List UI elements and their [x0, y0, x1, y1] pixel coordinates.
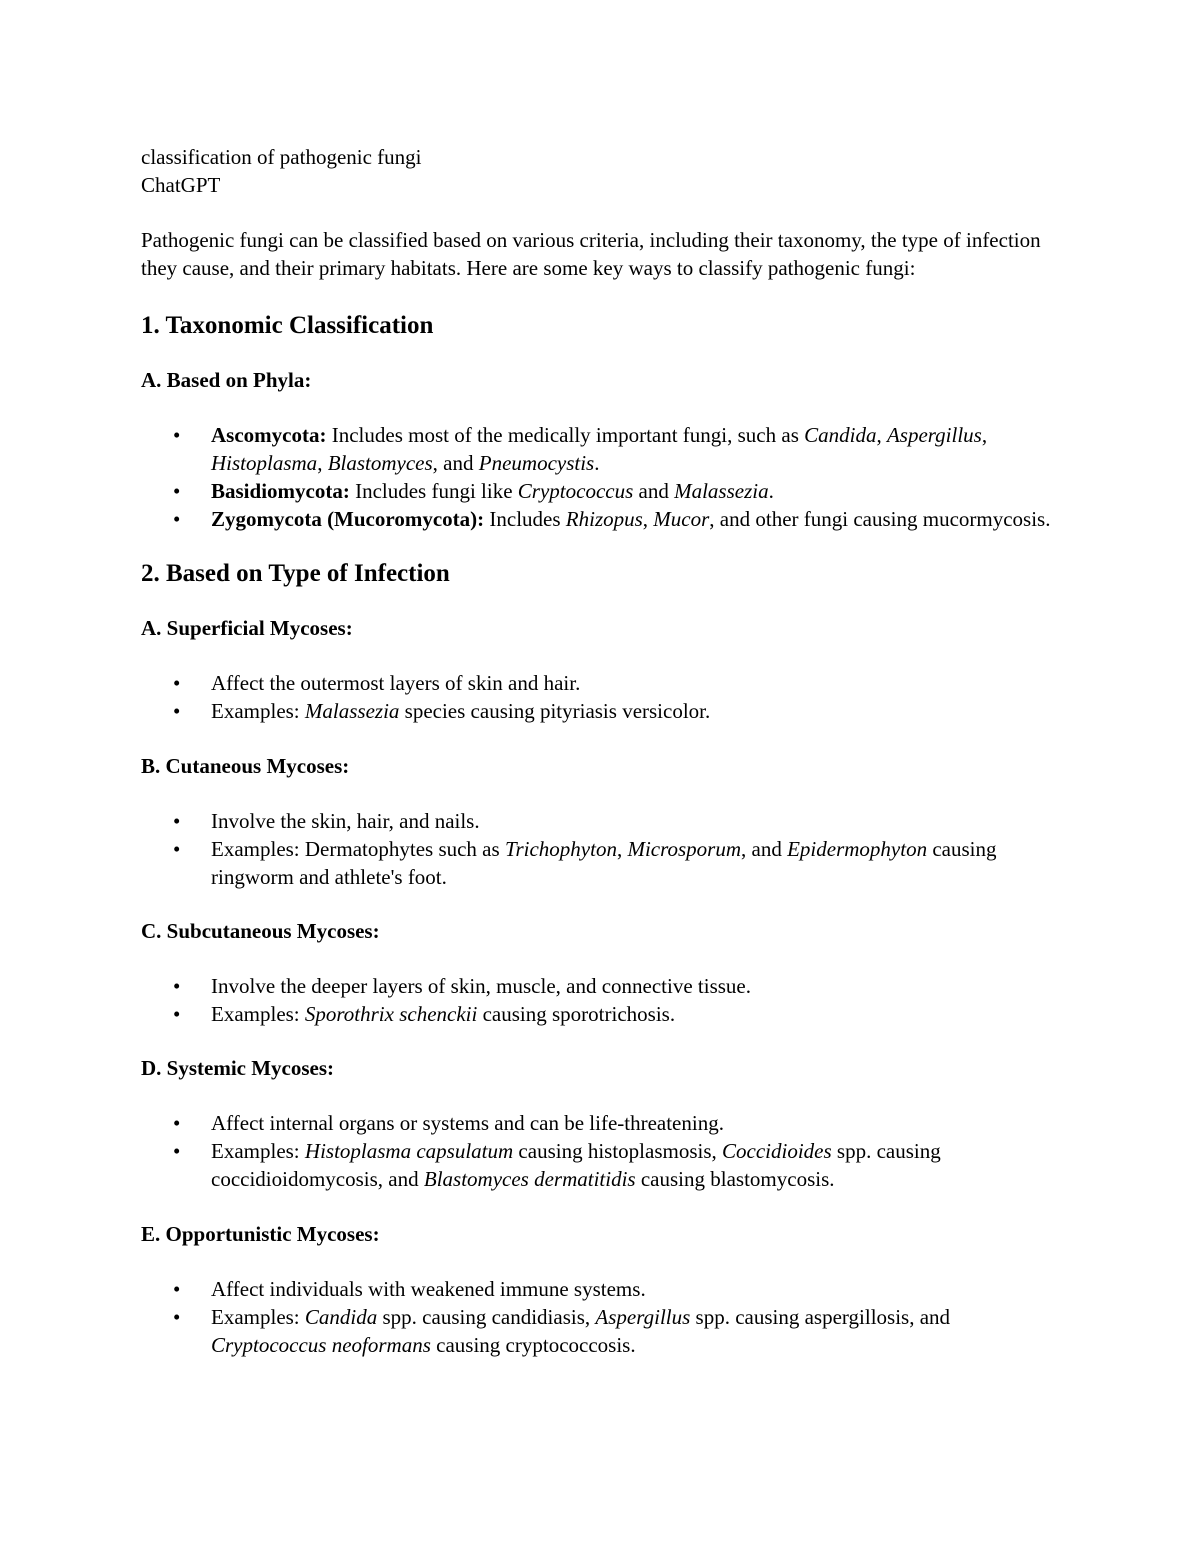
bullet-icon: •	[173, 671, 181, 695]
phyla-list	[141, 421, 1061, 533]
genus-name: Candida	[804, 423, 877, 447]
bullet-icon: •	[173, 479, 181, 503]
genus-name: Epidermophyton	[787, 837, 928, 861]
bullet-icon: •	[173, 507, 181, 531]
genus-name: Pneumocystis	[478, 451, 595, 475]
bullet-icon: •	[173, 1277, 181, 1301]
subcutaneous-list	[141, 972, 1061, 1028]
list-item-basidiomycota: • Basidiomycota: Includes fungi like Cryptococcus and Malassezia.	[173, 479, 774, 503]
section-2c-heading: C. Subcutaneous Mycoses:	[141, 919, 380, 943]
bullet-icon: •	[173, 1002, 181, 1026]
list-item: • Involve the skin, hair, and nails.	[173, 809, 480, 833]
section-2-heading: 2. Based on Type of Infection	[141, 560, 450, 587]
list-item: • Involve the deeper layers of skin, muscle, and connective tissue.	[173, 974, 751, 998]
genus-name: Blastomyces	[327, 451, 433, 475]
bullet-icon: •	[173, 1305, 181, 1329]
section-2a-heading: A. Superficial Mycoses:	[141, 616, 353, 640]
item-label: Ascomycota:	[211, 423, 327, 447]
genus-name: Malassezia	[304, 699, 400, 723]
genus-name: Cryptococcus neoformans	[211, 1333, 431, 1357]
list-item: • Affect internal organs or systems and can be life-threatening.	[173, 1111, 724, 1135]
item-label: Basidiomycota:	[211, 479, 350, 503]
section-2d-heading: D. Systemic Mycoses:	[141, 1056, 335, 1080]
genus-name: Rhizopus	[565, 507, 643, 531]
genus-name: Coccidioides	[722, 1139, 832, 1163]
document-page	[141, 143, 1061, 1359]
item-label: Zygomycota (Mucoromycota):	[211, 507, 485, 531]
document-title: classification of pathogenic fungi	[141, 145, 422, 169]
bullet-icon: •	[173, 1139, 181, 1163]
opportunistic-list	[141, 1275, 1061, 1359]
systemic-list	[141, 1109, 1061, 1193]
list-item: • Examples: Dermatophytes such as Trichophyton, Microsporum, and Epidermophyton causing ringworm and athlete's foot.	[173, 837, 997, 889]
genus-name: Malassezia	[674, 479, 769, 503]
bullet-icon: •	[173, 809, 181, 833]
genus-name: Trichophyton	[504, 837, 617, 861]
genus-name: Microsporum	[627, 837, 742, 861]
bullet-icon: •	[173, 699, 181, 723]
list-item: • Examples: Malassezia species causing pityriasis versicolor.	[173, 699, 711, 723]
bullet-icon: •	[173, 837, 181, 861]
genus-name: Aspergillus	[595, 1305, 691, 1329]
genus-name: Sporothrix schenckii	[304, 1002, 478, 1026]
list-item: • Affect the outermost layers of skin and hair.	[173, 671, 581, 695]
section-1-heading: 1. Taxonomic Classification	[141, 312, 434, 339]
genus-name: Histoplasma capsulatum	[304, 1139, 514, 1163]
list-item: • Affect individuals with weakened immune systems.	[173, 1277, 646, 1301]
document-source: ChatGPT	[141, 173, 221, 197]
list-item-ascomycota: • Ascomycota: Includes most of the medically important fungi, such as Candida, Aspergillus, Histoplasma, Blastomyces, and Pneumocystis.	[173, 423, 988, 475]
intro-paragraph: Pathogenic fungi can be classified based on various criteria, including their taxonomy, the type of infection they cause, and their primary habitats. Here are some key ways to classify pathogenic fungi:	[141, 228, 1041, 280]
genus-name: Mucor	[653, 507, 710, 531]
bullet-icon: •	[173, 974, 181, 998]
cutaneous-list	[141, 807, 1061, 891]
genus-name: Cryptococcus	[517, 479, 634, 503]
genus-name: Candida	[304, 1305, 378, 1329]
genus-name: Aspergillus	[886, 423, 982, 447]
list-item: • Examples: Sporothrix schenckii causing sporotrichosis.	[173, 1002, 676, 1026]
genus-name: Blastomyces dermatitidis	[423, 1167, 636, 1191]
genus-name: Histoplasma	[211, 451, 318, 475]
section-2b-heading: B. Cutaneous Mycoses:	[141, 754, 350, 778]
bullet-icon: •	[173, 1111, 181, 1135]
list-item: • Examples: Candida spp. causing candidiasis, Aspergillus spp. causing aspergillosis, and Cryptococcus neoformans causing cryptococcosis.	[173, 1305, 951, 1357]
superficial-list	[141, 669, 1061, 725]
list-item: • Examples: Histoplasma capsulatum causing histoplasmosis, Coccidioides spp. causing coccidioidomycosis, and Blastomyces dermatitidis causing blastomycosis.	[173, 1139, 941, 1191]
section-1a-heading: A. Based on Phyla:	[141, 368, 312, 392]
section-2e-heading: E. Opportunistic Mycoses:	[141, 1222, 380, 1246]
bullet-icon: •	[173, 423, 181, 447]
list-item-zygomycota: • Zygomycota (Mucoromycota): Includes Rhizopus, Mucor, and other fungi causing mucormycosis.	[173, 507, 1051, 531]
